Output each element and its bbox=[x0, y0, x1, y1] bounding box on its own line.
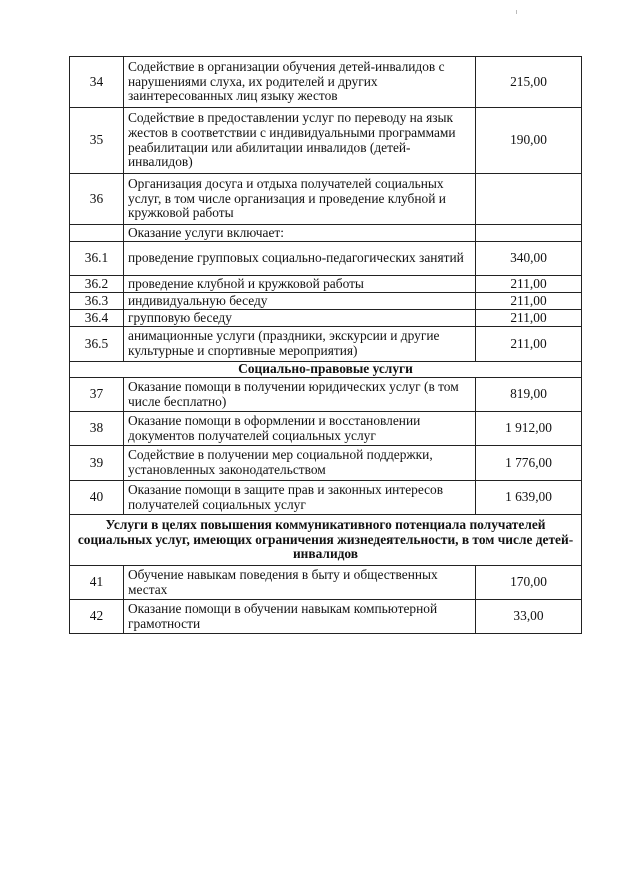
row-number: 34 bbox=[70, 57, 124, 108]
table-row bbox=[70, 293, 582, 310]
table-row bbox=[70, 327, 582, 362]
service-price: 1 776,00 bbox=[476, 446, 582, 481]
row-number-empty bbox=[70, 225, 124, 242]
table-row bbox=[70, 412, 582, 446]
table-row bbox=[70, 378, 582, 412]
table-row bbox=[70, 566, 582, 600]
row-number: 36.5 bbox=[70, 327, 124, 362]
table-row bbox=[70, 276, 582, 293]
service-name: Оказание помощи в защите прав и законных интересов получателей социальных услуг bbox=[124, 481, 476, 515]
service-price: 33,00 bbox=[476, 600, 582, 634]
row-number: 37 bbox=[70, 378, 124, 412]
table-row bbox=[70, 174, 582, 225]
row-number: 36.3 bbox=[70, 293, 124, 310]
service-name: Оказание помощи в обучении навыкам компьютерной грамотности bbox=[124, 600, 476, 634]
table-row bbox=[70, 225, 582, 242]
service-price: 1 912,00 bbox=[476, 412, 582, 446]
table-row bbox=[70, 310, 582, 327]
row-number: 42 bbox=[70, 600, 124, 634]
row-number: 35 bbox=[70, 108, 124, 174]
table-row bbox=[70, 242, 582, 276]
row-number: 36.1 bbox=[70, 242, 124, 276]
service-price: 819,00 bbox=[476, 378, 582, 412]
service-price: 340,00 bbox=[476, 242, 582, 276]
row-number: 39 bbox=[70, 446, 124, 481]
table-row bbox=[70, 600, 582, 634]
service-name: Оказание помощи в получении юридических услуг (в том числе бесплатно) bbox=[124, 378, 476, 412]
service-name: групповую беседу bbox=[124, 310, 476, 327]
scan-mark bbox=[516, 10, 517, 14]
service-price: 1 639,00 bbox=[476, 481, 582, 515]
service-name: Обучение навыкам поведения в быту и общественных местах bbox=[124, 566, 476, 600]
service-price: 170,00 bbox=[476, 566, 582, 600]
table-row bbox=[70, 362, 582, 378]
tariff-table bbox=[69, 56, 582, 634]
service-name: проведение групповых социально-педагогических занятий bbox=[124, 242, 476, 276]
service-name: проведение клубной и кружковой работы bbox=[124, 276, 476, 293]
service-price: 215,00 bbox=[476, 57, 582, 108]
service-name: Содействие в организации обучения детей-инвалидов с нарушениями слуха, их родителей и других заинтересованных лиц языку жестов bbox=[124, 57, 476, 108]
service-price: 190,00 bbox=[476, 108, 582, 174]
table-row bbox=[70, 446, 582, 481]
table-row bbox=[70, 481, 582, 515]
service-price: 211,00 bbox=[476, 310, 582, 327]
section-heading-legal: Социально-правовые услуги bbox=[70, 362, 582, 378]
table-row bbox=[70, 57, 582, 108]
service-name: анимационные услуги (праздники, экскурсии и другие культурные и спортивные мероприятия) bbox=[124, 327, 476, 362]
section-heading-communicative: Услуги в целях повышения коммуникативного потенциала получателей социальных услуг, имеющих ограничения жизнедеятельности, в том числе детей-инвалидов bbox=[70, 515, 582, 566]
service-price: 211,00 bbox=[476, 276, 582, 293]
row-number: 41 bbox=[70, 566, 124, 600]
service-price-empty bbox=[476, 225, 582, 242]
service-price: 211,00 bbox=[476, 293, 582, 310]
row-number: 36.2 bbox=[70, 276, 124, 293]
service-name: Организация досуга и отдыха получателей социальных услуг, в том числе организация и проведение клубной и кружковой работы bbox=[124, 174, 476, 225]
table-row bbox=[70, 515, 582, 566]
service-price: 211,00 bbox=[476, 327, 582, 362]
service-price bbox=[476, 174, 582, 225]
row-number: 38 bbox=[70, 412, 124, 446]
service-name: Содействие в предоставлении услуг по переводу на язык жестов в соответствии с индивидуальными программами реабилитации или абилитации инвалидов (детей-инвалидов) bbox=[124, 108, 476, 174]
service-name: Оказание помощи в оформлении и восстановлении документов получателей социальных услуг bbox=[124, 412, 476, 446]
row-number: 36.4 bbox=[70, 310, 124, 327]
service-name: Содействие в получении мер социальной поддержки, установленных законодательством bbox=[124, 446, 476, 481]
table-row bbox=[70, 108, 582, 174]
includes-subheader: Оказание услуги включает: bbox=[124, 225, 476, 242]
service-name: индивидуальную беседу bbox=[124, 293, 476, 310]
row-number: 36 bbox=[70, 174, 124, 225]
row-number: 40 bbox=[70, 481, 124, 515]
